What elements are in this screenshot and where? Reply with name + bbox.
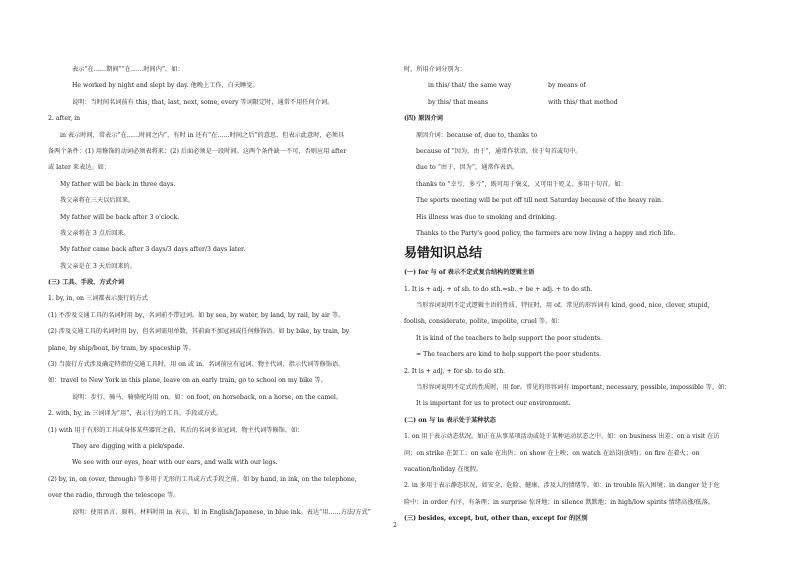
text-line: 问；on strike 在罢工；on sale 在出售；on show 在上映；on watch 在站岗(放哨)；on fire 在着火；on <box>404 449 700 457</box>
text-line: because of “因为，由于”，通常作状语，位于句首或句中。 <box>416 147 582 155</box>
text-line: 说明：使用语言、原料、材料时用 in 表示，如 in English/Japanese, in blue ink。表达“用……方法/方式” <box>72 508 371 516</box>
phrase-pair-row <box>404 95 762 111</box>
text-line: 时，所用介词分别为： <box>404 66 466 73</box>
right-column <box>404 62 762 528</box>
text-line: thanks to “幸亏，多亏”，既可用于褒义，又可用于贬义，多用于句首。如： <box>416 180 627 188</box>
text-line: His illness was due to smoking and drinking. <box>416 213 557 221</box>
text-line: plane, by ship/boat, by tram, by spaceship 等。 <box>48 344 195 352</box>
text-line: The sports meeting will be put off till next Saturday because of the heavy rain. <box>416 197 664 205</box>
text-line: 我父亲是在 3 天后回来的。 <box>60 262 136 270</box>
text-line: (2) by, in, on (over, through) 等多用于无形的工具或方式手段之前。如 by hand, in ink, on the telephone, <box>48 475 357 483</box>
text-line: 险中；in order 有序，有条理；in surprise 惊讶地；in silence 默默地；in high/low spirits 情绪高涨/低落。 <box>404 498 715 506</box>
text-line: 原因介词：because of, due to, thanks to <box>416 131 538 139</box>
phrase: in this/ that/ the same way <box>428 82 512 90</box>
text-line: 1. on 用于表示动态状况，如正在从事某项活动或处于某种运动状态之中。如：on business 出差；on a visit 在访 <box>404 433 720 441</box>
text-line: foolish, considerate, polite, impolite, cruel 等。如： <box>404 318 564 326</box>
text-line: (1) 不涉及交通工具的名词时用 by，名词前不带冠词。如 by sea, by water, by land, by rail, by air 等。 <box>48 311 345 319</box>
text-line: over the radio, through the telescope 等。 <box>48 492 180 500</box>
text-line: 说明：当时间名词前有 this, that, last, next, some, every 等词限定时，通常不用任何介词。 <box>72 98 334 106</box>
subsection-heading: (三) 工具、手段、方式介词 <box>48 279 125 287</box>
phrase: by this/ that means <box>428 98 489 106</box>
text-line: 1. It is + adj. + of sb. to do sth.=sb. + be + adj. + to do sth. <box>404 285 593 293</box>
text-line: Thanks to the Party's good policy, the farmers are now living a happy and rich life. <box>416 229 676 237</box>
text-line: vacation/holiday 在度假。 <box>404 465 483 473</box>
phrase: with this/ that method <box>548 98 618 106</box>
text-line: My father will be back in three days. <box>60 180 176 188</box>
text-line: My father came back after 3 days/3 days after/3 days later. <box>60 246 246 254</box>
text-line: 2. after, in <box>48 115 81 123</box>
text-line: 2. It is + adj. + for sb. to do sth. <box>404 367 506 375</box>
phrase-pair-row <box>404 78 762 94</box>
text-line: in 表示时间，常表示“在……时间之内”，有时 in 还有“在……时间之后”的意思，但表示此意时，必须具 <box>60 131 345 139</box>
text-line: 2. in 多用于表示静态状况，如安全、危险、健康、涉及人的情绪等。如：in trouble 陷入困境；in danger 处于危 <box>404 482 720 490</box>
subsection-heading: (四) 原因介词 <box>404 115 443 123</box>
text-line: 2. with, by, in 三词译为“用”，表示行为的工具、手段或方式。 <box>48 410 223 418</box>
text-line: = The teachers are kind to help support the poor students. <box>416 351 602 359</box>
text-line: due to “由于，因为”，通常作表语。 <box>416 164 519 172</box>
page-number: 2 <box>393 522 397 529</box>
text-line: 或 later 来表达。如： <box>48 164 111 172</box>
text-line: 表示“在……期间”“在……时间内”。如： <box>72 66 184 73</box>
text-line: 如：travel to New York in this plane, leave on an early train, go to school on my bike 等。 <box>48 377 327 385</box>
text-line: (2) 涉及交通工具的名词时用 by，但名词需用单数，其前面不加冠词或任何修饰语。如 by bike, by train, by <box>48 328 350 336</box>
phrase: by means of <box>548 82 586 90</box>
subsection-heading: (一) for 与 of 表示不定式复合结构的逻辑主语 <box>404 269 535 277</box>
text-line: 当形容词说明不定式逻辑主语的性质、特征时，用 of。常见的形容词有 kind, good, nice, clever, stupid, <box>416 302 710 310</box>
text-line: 我父亲将在 3 点后回来。 <box>60 229 130 237</box>
section-heading: 易错知识总结 <box>404 246 483 262</box>
subsection-heading: (三) besides, except, but, other than, except for 的区别 <box>404 515 588 523</box>
left-column <box>48 62 388 521</box>
subsection-heading: (二) on 与 in 表示处于某种状态 <box>404 416 496 424</box>
text-line: My father will be back after 3 o'clock. <box>60 213 180 221</box>
text-line: 当形容词说明不定式的性质时，用 for。常见的形容词有 important, necessary, possible, impossible 等。如： <box>416 384 731 392</box>
text-line: It is important for us to protect our environment. <box>416 400 571 408</box>
text-line: (3) 当旅行方式涉及确定特指的交通工具时，用 on 或 in，名词前应有冠词、物主代词、指示代词等修饰语。 <box>48 361 345 369</box>
text-line: 说明：步行、骑马、骑骆驼均用 on。如：on foot, on horseback, on a horse, on the camel。 <box>72 393 343 401</box>
text-line: It is kind of the teachers to help support the poor students. <box>416 334 603 342</box>
text-line: They are digging with a pick/spade. <box>72 442 185 450</box>
text-line: 我父亲将在三天以后回来。 <box>60 197 135 205</box>
text-line: 1. by, in, on 三词都表示旅行的方式 <box>48 295 148 303</box>
text-line: He worked by night and slept by day. 他晚上工作，白天睡觉。 <box>72 82 259 90</box>
text-line: We see with our eyes, hear with our ears, and walk with our legs. <box>72 459 278 467</box>
text-line: 备两个条件：(1) 用修饰的动词必须表将来；(2) 后面必须是一段时间。这两个条件缺一不可，否则应用 after <box>48 147 347 155</box>
text-line: (1) with 用于有形的工具或身体某些器官之前，其后的名词多该冠词、物主代词等修饰。如： <box>48 426 304 434</box>
